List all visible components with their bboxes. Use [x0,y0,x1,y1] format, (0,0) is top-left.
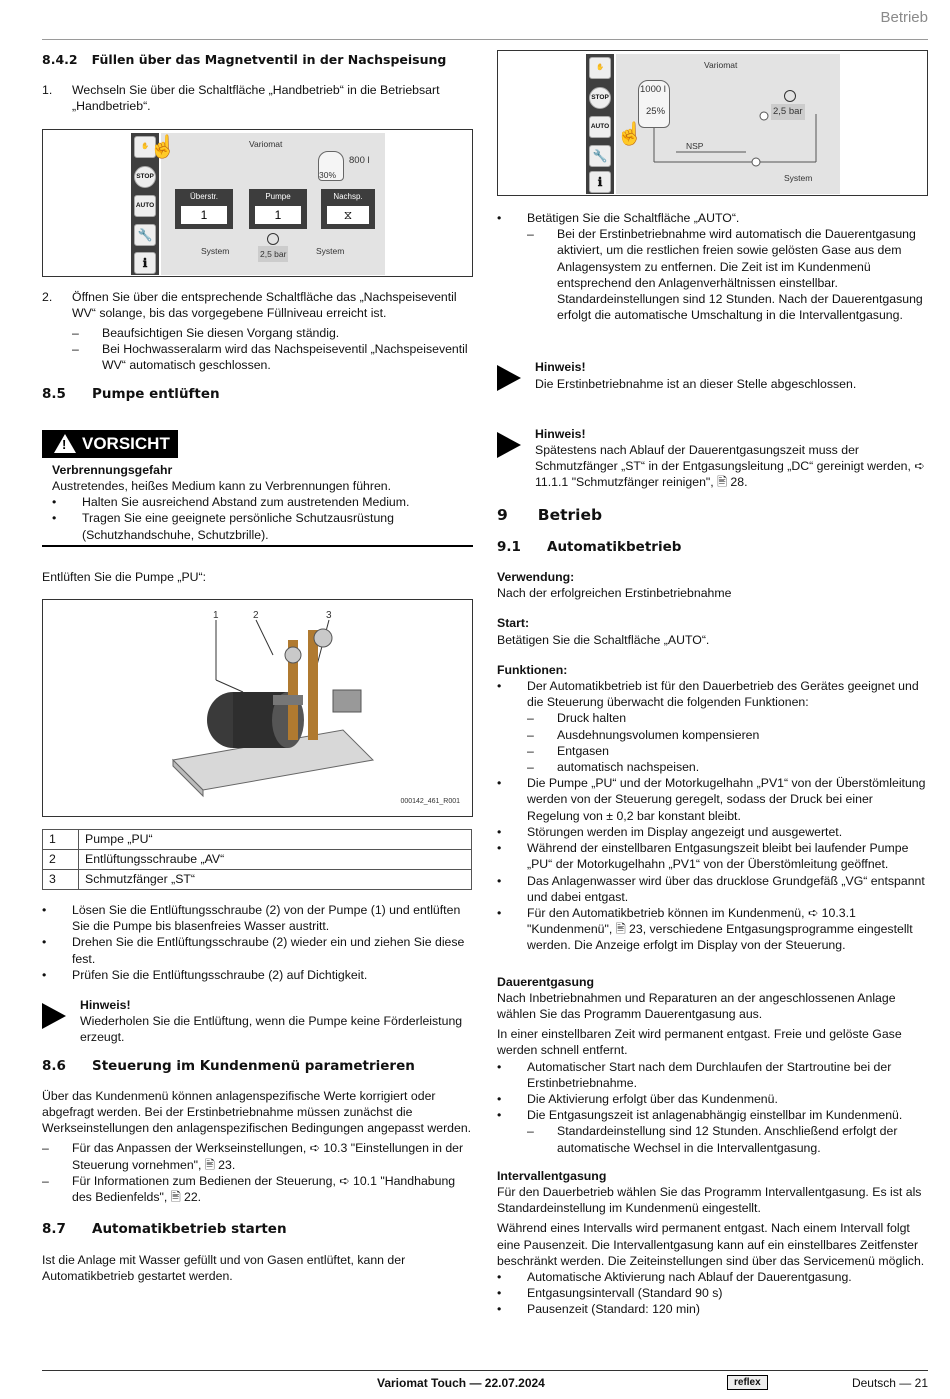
list-item: • Automatische Aktivierung nach Ablauf der Dauerentgasung. [497,1269,852,1284]
tank-level: 25% [646,106,666,117]
tile-ueberstroemung: Überstr. 1 [175,189,233,229]
callout-3: 3 [326,610,332,622]
hint-first-start-done: Hinweis! Die Erstinbetriebnahme ist an dieser Stelle abgeschlossen. [497,359,928,391]
pointing-hand-icon: ☝ [149,133,177,159]
hand-icon: ✋ [134,136,156,158]
warning-text: Austretendes, heißes Medium kann zu Verbrennungen führen. [52,479,392,494]
pointing-hand-icon: ☝ [616,121,644,146]
verwendung-title: Verwendung: [497,570,575,585]
system-right-label: System [316,245,345,256]
table-row: 2 Entlüftungsschraube „AV“ [43,850,472,870]
funktionen-title: Funktionen: [497,662,568,677]
piping-lines [616,54,840,194]
list-item: • Die Aktivierung erfolgt über das Kundenmenü. [497,1091,778,1106]
list-item: • Das Anlagenwasser wird über das drucklose Grundgefäß „VG“ entspannt und dabei entgast. [497,873,925,904]
legend-table [42,829,472,890]
stop-button: STOP [589,87,611,109]
system-left-label: System [201,245,230,256]
tile-nachspeisung: Nachsp. ⧖ [321,189,375,229]
system-label: System [784,173,813,183]
dauer-title: Dauerentgasung [497,974,595,989]
warning-icon: ! [54,434,76,453]
list-sub-item: – Bei der Erstinbetriebnahme wird automatisch die Dauerentgasung aktiviert, um die restlichen freien sowie gelösten Gase aus dem Anlagensystem zu entfernen. Die Zeit ist im Kundenmenü entsprechend den Anlagenverhältnissen einstellbar. Standardeinstellungen sind 12 Stunden. Nach der Dauerentgasung erfolgt die automatische Umschaltung in die Intervallentgasung. [527,227,923,323]
intervall-text-1: Für den Dauerbetrieb wählen Sie das Programm Intervallentgasung. Es ist als Standardeinstellung im Kundenmenü eingestellt. [497,1184,922,1216]
list-item: • Entgasungsintervall (Standard 90 s) [497,1286,723,1301]
page-footer [42,1370,928,1394]
warning-title: Verbrennungsgefahr [52,462,173,477]
hint-clean-strainer: Hinweis! Spätestens nach Ablauf der Dauerentgasungszeit muss der Schmutzfänger „ST“ in der Entgasungsleitung „DC“ gereinigt werden, ➪ 11.1.1 "Schmutzfänger reinigen", 🖹 28. [497,426,928,491]
hint-arrow-icon [497,365,521,391]
nsp-label: NSP [686,141,704,151]
wrench-icon: 🔧 [134,224,156,246]
pressure-value: 2,5 bar [258,246,288,262]
screen-sidebar [586,54,614,194]
section-8-4-2-heading: 8.4.2 Füllen über das Magnetventil in der Nachspeisung [42,52,447,67]
figure-code: 000142_461_R001 [400,797,460,805]
auto-button: AUTO [134,195,156,217]
intervall-title: Intervallentgasung [497,1168,607,1183]
hand-icon: ✋ [589,57,611,79]
auto-button: AUTO [589,116,611,138]
list-sub-item: – Standardeinstellung sind 12 Stunden. Anschließend erfolgt der automatische Wechsel in die Intervallentgasung. [527,1124,898,1155]
hint-arrow-icon [497,432,521,458]
tank-volume: 800 l [349,154,370,166]
start-title: Start: [497,616,530,631]
tile-pumpe: Pumpe 1 [249,189,307,229]
section-8-6-text: Über das Kundenmenü können anlagenspezifische Werte korrigiert oder abgefragt werden. Bei der Erstinbetriebnahme müssen zunächst die Werkseinstellungen den anlagenspezifischen Bedingungen angepasst werden. [42,1088,472,1136]
step-1: 1. Wechseln Sie über die Schaltfläche „Handbetrieb“ in die Betriebsart „Handbetrieb“. [42,83,440,114]
list-sub-item: – Ausdehnungsvolumen kompensieren [527,727,760,742]
stop-button: STOP [134,166,156,188]
tile-pumpe-value: 1 [255,206,301,224]
list-sub-item: – Druck halten [527,711,627,726]
screen-panel [161,133,385,275]
figure-manual-mode-screen [42,129,473,277]
start-text: Betätigen Sie die Schaltfläche „AUTO“. [497,632,710,647]
warning-item: • Halten Sie ausreichend Abstand zum austretenden Medium. [52,495,410,510]
panel-title: Variomat [704,60,738,70]
callout-2: 2 [253,610,259,622]
tank-level: 30% [319,169,337,180]
header-title: Betrieb [880,9,928,26]
section-9-1-heading: 9.1 Automatikbetrieb [497,538,682,555]
list-item: – Für das Anpassen der Werkseinstellungen, ➪ 10.3 "Einstellungen in der Steuerung vornehmen", 🖹 23. [42,1141,464,1172]
table-row: 1 Pumpe „PU“ [43,830,472,850]
list-item: • Störungen werden im Display angezeigt und ausgewertet. [497,824,843,839]
hint-repeat-venting: Hinweis! Wiederholen Sie die Entlüftung, wenn die Pumpe keine Förderleistung erzeugt. [42,997,473,1046]
gauge-icon [267,233,279,245]
section-8-7-heading: 8.7 Automatikbetrieb starten [42,1221,287,1238]
reflex-logo: reflex [727,1375,768,1390]
warning-box [42,458,473,547]
verwendung-text: Nach der erfolgreichen Erstinbetriebnahme [497,586,732,601]
list-sub-item: – Entgasen [527,743,609,758]
list-item: • Für den Automatikbetrieb können im Kundenmenü, ➪ 10.3.1 "Kundenmenü", 🖹 23, verschiedene Entgasungsprogramme eingestellt werden. Die Anzeige erfolgt im Display von der Steuerung. [497,905,913,953]
table-row: 3 Schmutzfänger „ST“ [43,870,472,890]
warning-item: • Tragen Sie eine geeignete persönliche Schutzausrüstung (Schutzhandschuhe, Schutzbrille). [52,511,394,542]
step-2: 2. Öffnen Sie über die entsprechende Schaltfläche das „Nachspeiseventil WV“ solange, bis das vorgegebene Füllniveau erreicht ist. [42,289,457,320]
pressure-value: 2,5 bar [771,104,805,120]
tile-ueberstroemung-value: 1 [181,206,227,224]
section-8-5-heading: 8.5 Pumpe entlüften [42,385,220,402]
warning-tag: ! VORSICHT [42,430,178,458]
list-sub-item: – automatisch nachspeisen. [527,760,700,775]
pump-drawing [43,600,474,818]
list-item: • Der Automatikbetrieb ist für den Dauerbetrieb des Gerätes geeignet und die Steuerung überwacht die folgenden Funktionen: [497,679,919,710]
pump-intro: Entlüften Sie die Pumpe „PU“: [42,569,207,584]
section-8-7-text: Ist die Anlage mit Wasser gefüllt und von Gasen entlüftet, kann der Automatikbetrieb gestartet werden. [42,1252,406,1283]
dauer-text-2: In einer einstellbaren Zeit wird permanent entgast. Freie und gelöste Gase werden schnell entfernt. [497,1027,902,1058]
list-item: • Lösen Sie die Entlüftungsschraube (2) von der Pumpe (1) und entlüften Sie die Pumpe bis blasenfreies Wasser austritt. [42,903,461,934]
hint-arrow-icon [42,1003,66,1029]
figure-auto-screen [497,50,928,196]
valve-icon: ⧖ [327,206,369,224]
list-item: • Drehen Sie die Entlüftungsschraube (2) wieder ein und ziehen Sie diese fest. [42,935,465,966]
callout-1: 1 [213,610,219,622]
list-item: • Prüfen Sie die Entlüftungsschraube (2) auf Dichtigkeit. [42,967,368,982]
tank-volume: 1000 l [640,84,666,95]
info-icon: ℹ [134,252,156,274]
list-item: • Automatischer Start nach dem Durchlaufen der Startroutine bei der Erstinbetriebnahme. [497,1059,892,1090]
list-item: • Pausenzeit (Standard: 120 min) [497,1302,700,1317]
section-9-heading: 9 Betrieb [497,505,603,524]
list-item: • Während der einstellbaren Entgasungszeit bleibt bei laufender Pumpe „PU“ der Motorkugelhahn „PV1“ von der Überstömleitung geöffnet. [497,841,909,872]
list-item: • Die Pumpe „PU“ und der Motorkugelhahn „PV1“ von der Überstömleitung werden von der Steuerung geregelt, sodass der Druck bei einer Regelung von ± 0,2 bar konstant bleibt. [497,776,926,823]
screen-panel [616,54,840,194]
wrench-icon: 🔧 [589,145,611,167]
step-2-sub-1: – Beaufsichtigen Sie diesen Vorgang ständig. [72,326,340,341]
step-2-sub-2: – Bei Hochwasseralarm wird das Nachspeiseventil „Nachspeiseventil WV“ automatisch geschlossen. [72,342,468,373]
intervall-text-2: Während eines Intervalls wird permanent entgast. Nach einem Intervall folgt eine Pausenzeit. Die Intervallentgasung kann auf ein einstellbares Zeitfenster beschränkt werden. Die Zeiteinstellungen sind über das Servicemenü möglich. [497,1221,925,1268]
footer-document: Variomat Touch — 22.07.2024 [377,1376,545,1390]
dauer-text-1: Nach Inbetriebnahmen und Reparaturen an der angeschlossenen Anlage wählen Sie das Programm Dauerentgasung aus. [497,990,896,1021]
list-item: • Betätigen Sie die Schaltfläche „AUTO“. [497,211,740,225]
page-header [42,0,928,40]
left-column [42,50,473,1288]
right-column [497,50,928,1318]
footer-page: Deutsch — 21 [851,1376,928,1390]
list-item: – Für Informationen zum Bedienen der Steuerung, ➪ 10.1 "Handhabung des Bedienfelds", 🖹 22. [42,1173,456,1205]
figure-pump [42,599,473,817]
panel-title: Variomat [249,138,283,149]
section-8-6-heading: 8.6 Steuerung im Kundenmenü parametrieren [42,1057,415,1074]
info-icon: ℹ [589,171,611,193]
list-item: • Die Entgasungszeit ist anlagenabhängig einstellbar im Kundenmenü. [497,1108,903,1123]
